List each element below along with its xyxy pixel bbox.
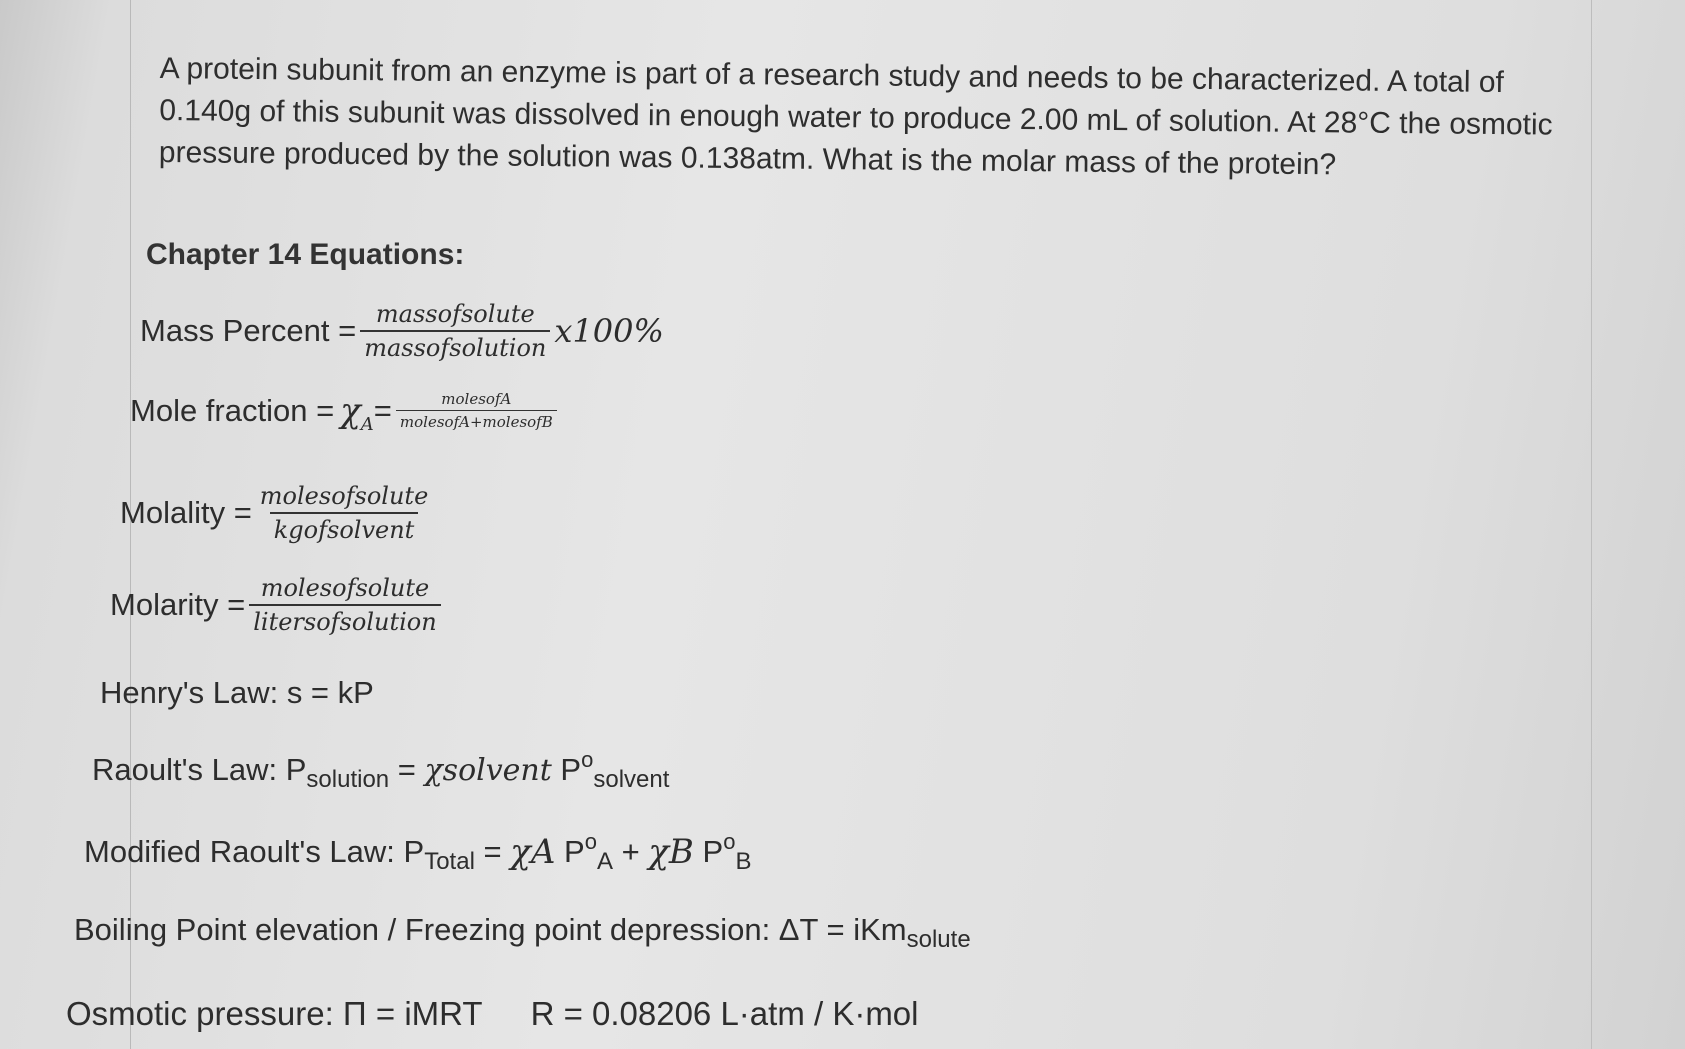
subscript-a: A (596, 848, 613, 875)
mole-fraction-label: Mole fraction = (130, 392, 335, 428)
mass-percent-tail: x100% (554, 312, 664, 350)
molarity-equation (110, 574, 445, 636)
molarity-label: Molarity = (110, 587, 246, 622)
molarity-fraction (249, 574, 440, 636)
chi-subscript: A (360, 414, 374, 435)
raoult-law (92, 747, 670, 793)
boiling-point-label: Boiling Point elevation / Freezing point depression: ΔT = iKm (74, 912, 907, 947)
fraction-numerator: massofsolute (375, 300, 535, 328)
mass-percent-label: Mass Percent = (140, 313, 357, 348)
chi-symbol: χ (340, 390, 361, 431)
osmotic-pressure-equation (66, 995, 919, 1033)
mass-percent-equation (140, 300, 664, 362)
modified-raoult-law (84, 829, 752, 875)
fraction-denominator: litersofsolution (249, 604, 440, 636)
chi-a: χA (510, 832, 556, 872)
fraction-numerator: molesofsolute (259, 482, 429, 510)
subscript-solute: solute (906, 926, 971, 953)
superscript-o: o (584, 829, 597, 854)
henry-law: Henry's Law: s = kP (100, 675, 374, 710)
question-text: A protein subunit from an enzyme is part of a research study and needs to be characterized. A total of 0.140g of this subunit was dissolved in enough water to produce 2.00 mL of solution. At 28°C the osmotic pressure produced by the solution was 0.138atm. What is the molar mass of the protein? (158, 51, 1553, 182)
mole-fraction-equation (130, 390, 561, 435)
subscript-total: Total (424, 848, 475, 875)
gas-constant: R = 0.08206 L·atm / K·mol (530, 995, 919, 1032)
fraction-denominator: molesofA+molesofB (396, 410, 557, 431)
raoult-label: Raoult's Law: P (92, 752, 307, 787)
equals-sign: = (389, 752, 425, 787)
modified-raoult-label: Modified Raoult's Law: P (84, 834, 425, 869)
osmotic-pressure-label: Osmotic pressure: Π = iMRT (66, 995, 483, 1032)
superscript-o: o (723, 829, 736, 854)
plus-sign: + (612, 834, 649, 869)
p-symbol: P (551, 752, 582, 787)
mole-fraction-fraction (396, 390, 557, 431)
raoult-subscript-solvent: solvent (593, 766, 670, 793)
equals-sign: = (373, 392, 392, 428)
equals-sign: = (474, 834, 511, 869)
superscript-o: o (581, 747, 594, 772)
equations-heading: Chapter 14 Equations: (146, 238, 465, 271)
fraction-numerator: molesofsolute (260, 574, 430, 602)
boiling-point-equation (74, 912, 971, 953)
subscript-b: B (735, 848, 752, 875)
raoult-subscript-solution: solution (306, 766, 390, 793)
molality-fraction (256, 482, 432, 544)
fraction-denominator: kgofsolvent (270, 512, 419, 544)
fraction-denominator: massofsolution (360, 330, 550, 362)
fraction-numerator: molesofA (441, 390, 512, 408)
mass-percent-fraction (360, 300, 550, 362)
molality-equation (120, 482, 436, 544)
chi-solvent: χsolvent (424, 752, 552, 788)
chi-b: χB (648, 832, 694, 872)
p-symbol: P (555, 834, 585, 869)
p-symbol: P (693, 834, 724, 869)
molality-label: Molality = (120, 495, 252, 530)
